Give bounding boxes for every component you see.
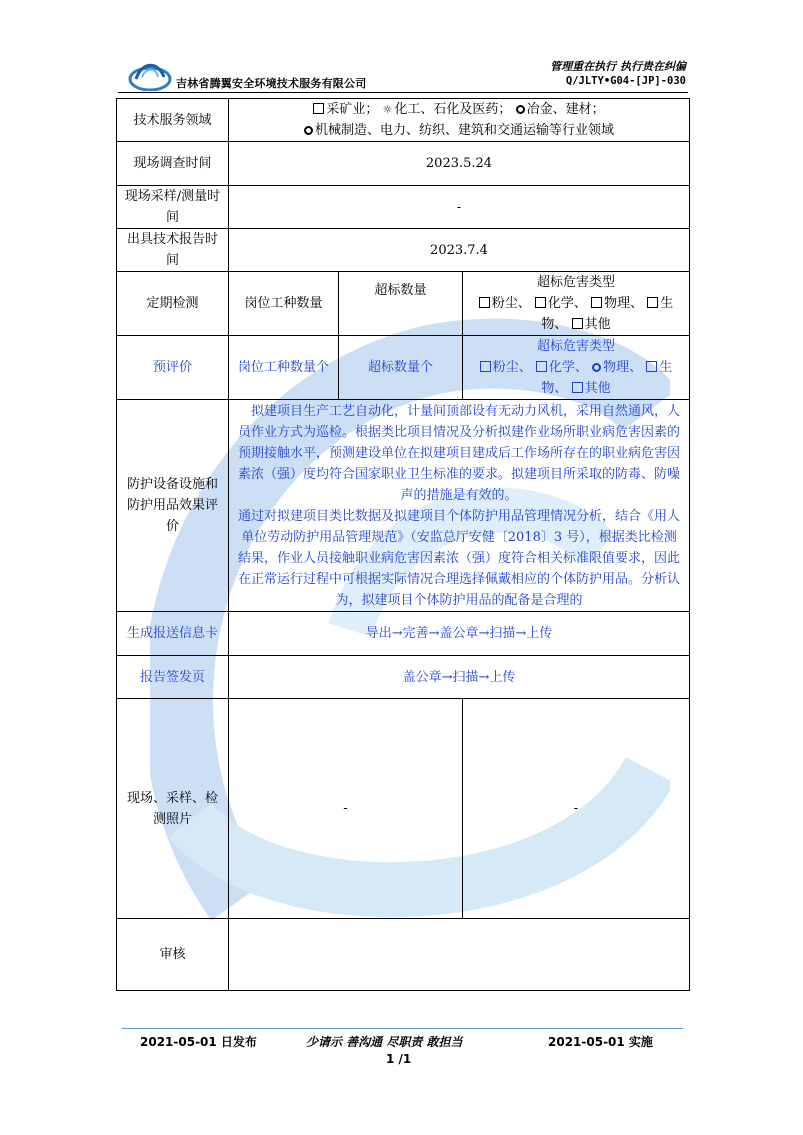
hazard-biological: 生物、 <box>541 296 674 332</box>
option-chemical: 化工、石化及医药； <box>394 102 512 117</box>
checkbox-checked-icon[interactable] <box>592 363 601 372</box>
checkbox-unchecked-icon[interactable] <box>591 297 602 308</box>
hazard-dust: 粉尘、 <box>492 360 532 375</box>
sign-page-label: 报告签发页 <box>117 656 229 699</box>
report-time-label: 出具技术报告时间 <box>117 229 229 272</box>
implement-date: 2021-05-01 实施 <box>548 1035 653 1049</box>
pre-eval-exceed: 超标数量个 <box>339 336 463 400</box>
hazard-dust: 粉尘、 <box>491 296 531 311</box>
sampling-time-label: 现场采样/测量时间 <box>117 186 229 229</box>
info-card-label: 生成报送信息卡 <box>117 612 229 656</box>
review-label: 审核 <box>117 919 229 991</box>
header-divider <box>118 92 688 93</box>
row-sign-page <box>117 656 690 699</box>
checkbox-unchecked-icon[interactable] <box>480 361 491 372</box>
hazard-chemical: 化学、 <box>548 360 588 375</box>
hazard-other: 其他 <box>584 381 611 396</box>
company-logo-icon <box>128 57 172 91</box>
protection-text <box>229 400 690 612</box>
protection-label: 防护设备设施和防护用品效果评价 <box>117 400 229 612</box>
checkbox-unchecked-icon[interactable] <box>572 382 583 393</box>
row-info-card <box>117 612 690 656</box>
footer-slogan: 少请示 善沟通 尽职责 敢担当 <box>306 1035 463 1049</box>
sampling-time-value: - <box>229 186 690 229</box>
checkbox-unchecked-icon[interactable] <box>572 318 583 329</box>
checkbox-unchecked-icon[interactable] <box>479 297 490 308</box>
protection-paragraph-1: 拟建项目生产工艺自动化，计量间顶部设有无动力风机，采用自然通风，人员作业方式为巡检。根据类比项目情况及分析拟建作业场所职业病危害因素的预期接触水平，预测建设单位在拟建项目建成后工作场所存在的职业病危害因素浓（强）度均符合国家职业卫生标准的要求。拟建项目所采取的防毒、防噪声的措施是有效的。 <box>237 403 680 503</box>
document-code: Q/JLTY•G04-[JP]-030 <box>565 75 686 87</box>
row-report-time <box>117 229 690 272</box>
periodic-positions: 岗位工种数量 <box>229 272 339 336</box>
row-survey-time <box>117 142 690 186</box>
service-record-table <box>116 98 690 991</box>
survey-time-label: 现场调查时间 <box>117 142 229 186</box>
pre-eval-positions: 岗位工种数量个 <box>229 336 339 400</box>
footer-divider <box>122 1028 683 1029</box>
checkbox-checked-icon[interactable] <box>516 105 525 114</box>
hazard-other: 其他 <box>584 317 611 332</box>
option-mining: 采矿业； <box>326 102 379 117</box>
checkbox-unchecked-icon[interactable] <box>536 361 547 372</box>
row-pre-evaluation <box>117 336 690 400</box>
row-review <box>117 919 690 991</box>
service-field-options <box>229 99 690 142</box>
page-number: 1 /1 <box>386 1052 412 1066</box>
photos-label: 现场、采样、检测照片 <box>117 699 229 919</box>
pre-eval-hazard <box>463 336 690 400</box>
info-card-steps: 导出→完善→盖公章→扫描→上传 <box>229 612 690 656</box>
periodic-exceed: 超标数量 <box>339 272 463 336</box>
pre-eval-hazard-title: 超标危害类型 <box>536 339 615 354</box>
sign-page-steps: 盖公章→扫描→上传 <box>229 656 690 699</box>
header-motto: 管理重在执行 执行贵在纠偏 <box>550 60 686 73</box>
report-time-value: 2023.7.4 <box>229 229 690 272</box>
checkbox-unchecked-icon[interactable] <box>647 297 658 308</box>
checkbox-unchecked-icon[interactable] <box>313 103 324 114</box>
service-field-label: 技术服务领域 <box>117 99 229 142</box>
review-value[interactable] <box>229 919 690 991</box>
option-metallurgy: 冶金、建材； <box>526 102 605 117</box>
row-protection-evaluation <box>117 400 690 612</box>
checkbox-checked-icon[interactable] <box>304 126 313 135</box>
page-header <box>0 0 803 100</box>
survey-time-value: 2023.5.24 <box>229 142 690 186</box>
row-sampling-time <box>117 186 690 229</box>
row-photos <box>117 699 690 919</box>
row-service-field <box>117 99 690 142</box>
protection-paragraph-2: 通过对拟建项目类比数据及拟建项目个体防护用品管理情况分析，结合《用人单位劳动防护用品管理规范》（安监总厅安健〔2018〕3 号），根据类比检测结果，作业人员接触职业病危害因素浓（强）度符合相关标准限值要求，因此在正常运行过程中可根据实际情况合理选择佩戴相应的个体防护用品。分析认为，拟建项目个体防护用品的配备是合理的 <box>237 508 680 608</box>
periodic-label: 定期检测 <box>117 272 229 336</box>
hazard-chemical: 化学、 <box>547 296 587 311</box>
sun-icon: ☼ <box>382 103 393 116</box>
checkbox-unchecked-icon[interactable] <box>535 297 546 308</box>
row-periodic-detection <box>117 272 690 336</box>
hazard-biological: 生物、 <box>541 360 673 396</box>
hazard-physical: 物理、 <box>603 360 643 375</box>
periodic-hazard <box>463 272 690 336</box>
publish-date: 2021-05-01 日发布 <box>140 1035 257 1049</box>
hazard-physical: 物理、 <box>604 296 644 311</box>
photo-right[interactable]: - <box>463 699 690 919</box>
company-name: 吉林省腾翼安全环境技术服务有限公司 <box>176 77 367 90</box>
checkbox-unchecked-icon[interactable] <box>646 361 657 372</box>
pre-eval-label: 预评价 <box>117 336 229 400</box>
periodic-hazard-title: 超标危害类型 <box>536 275 615 290</box>
photo-left[interactable]: - <box>229 699 463 919</box>
option-machinery: 机械制造、电力、纺织、建筑和交通运输等行业领域 <box>314 123 614 138</box>
